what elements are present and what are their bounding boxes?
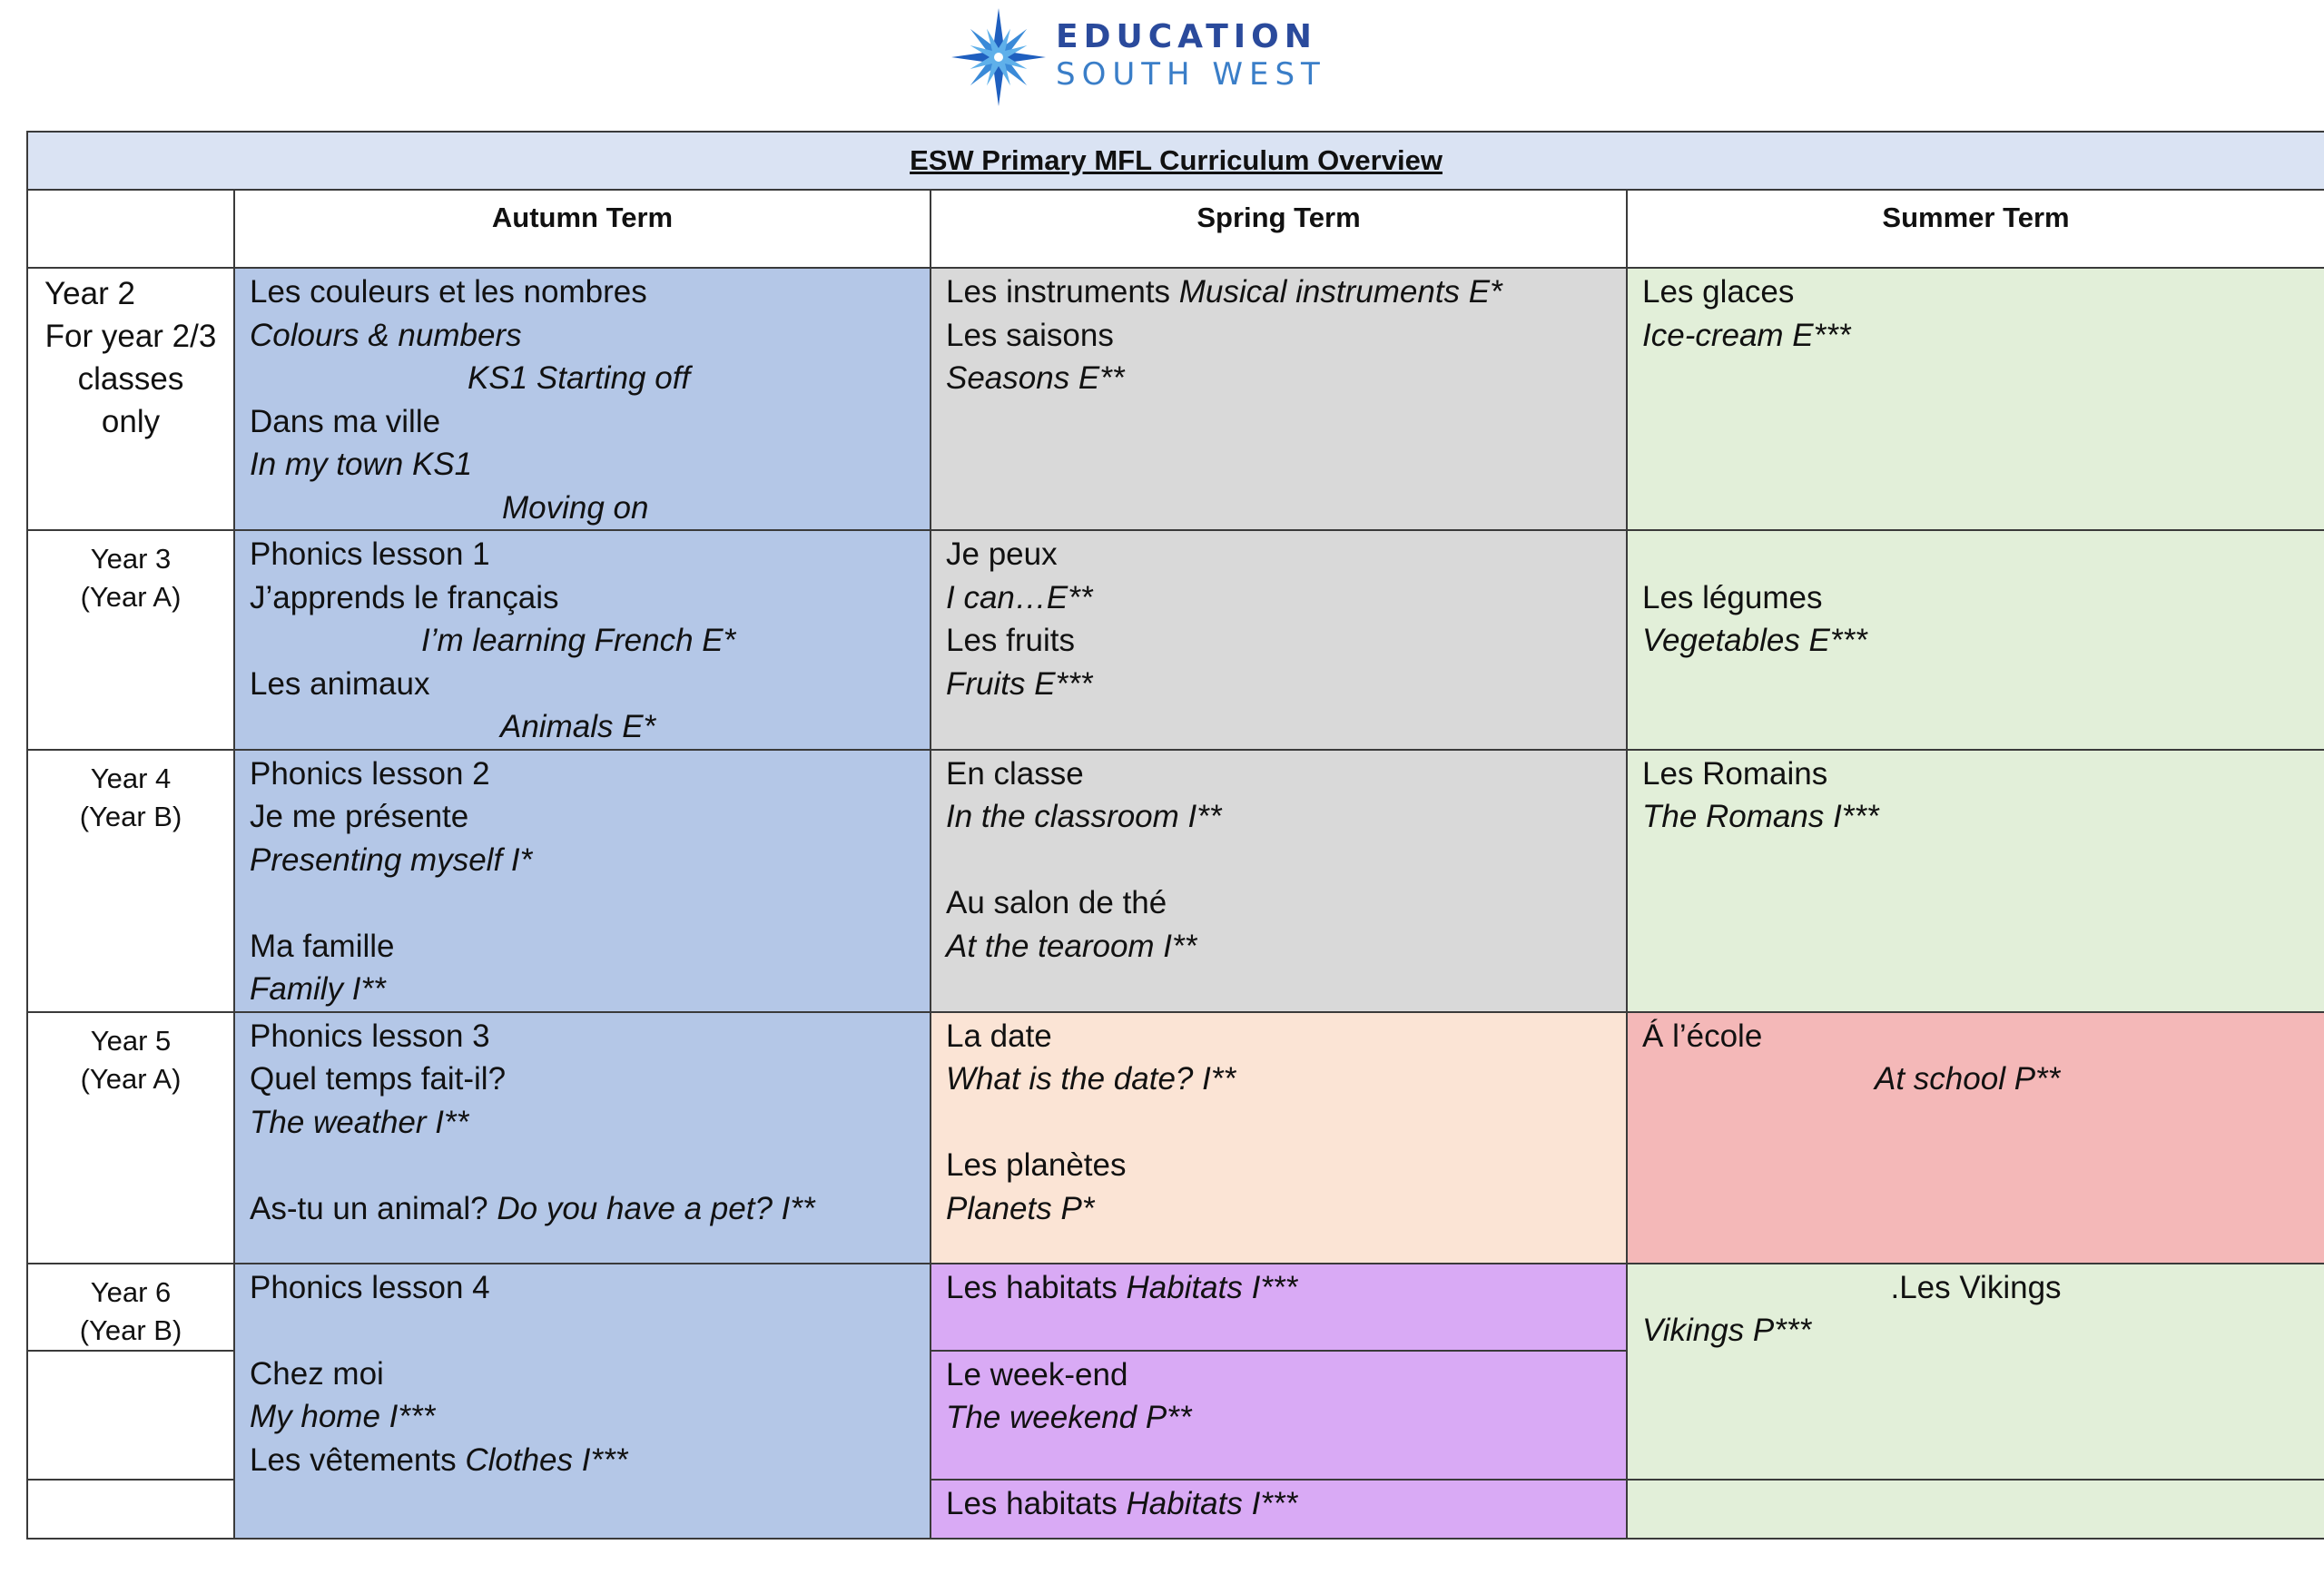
curriculum-table [26,131,2324,1540]
year-6-spring-c: Les habitats Habitats I*** [931,1480,1627,1539]
year-6-blank-c [27,1480,234,1539]
year-6-label: Year 6 (Year B) [27,1264,234,1351]
table-row-year-5 [27,1012,2324,1264]
year-6-blank-b [27,1351,234,1480]
year-5-label: Year 5 (Year A) [27,1012,234,1264]
year-3-autumn: Phonics lesson 1 J’apprends le français I’m learning French E* Les animaux Animals E* [234,530,931,750]
year-6-spring-b: Le week-end The weekend P** [931,1351,1627,1480]
header-autumn-term: Autumn Term [234,190,931,268]
year-2-summer: Les glaces Ice-cream E*** [1627,268,2324,530]
year-4-summer: Les Romains The Romans I*** [1627,750,2324,1012]
header-summer-term: Summer Term [1627,190,2324,268]
star-burst-icon [949,5,1049,107]
year-4-autumn: Phonics lesson 2 Je me présente Presenting myself I* Ma famille Family I** [234,750,931,1012]
year-5-spring: La date What is the date? I** Les planètes Planets P* [931,1012,1627,1264]
header-spring-term: Spring Term [931,190,1627,268]
year-2-spring: Les instruments Musical instruments E* Les saisons Seasons E** [931,268,1627,530]
table-row-year-4 [27,750,2324,1012]
table-row-year-2 [27,268,2324,530]
year-2-label: Year 2 For year 2/3 classes only [27,268,234,530]
year-5-autumn: Phonics lesson 3 Quel temps fait-il? The weather I** As-tu un animal? Do you have a pet? I** [234,1012,931,1264]
education-south-west-logo [949,5,1326,107]
header-blank [27,190,234,268]
year-2-autumn: Les couleurs et les nombres Colours & numbers KS1 Starting off Dans ma ville In my town KS1 Moving on [234,268,931,530]
year-4-spring: En classe In the classroom I** Au salon de thé At the tearoom I** [931,750,1627,1012]
year-3-summer: Les légumes Vegetables E*** [1627,530,2324,750]
year-6-summer: .Les Vikings Vikings P*** [1627,1264,2324,1480]
table-row-year-3 [27,530,2324,750]
year-3-label: Year 3 (Year A) [27,530,234,750]
table-title: ESW Primary MFL Curriculum Overview [27,132,2324,190]
year-5-summer: Á l’école At school P** [1627,1012,2324,1264]
year-6-spring-a: Les habitats Habitats I*** [931,1264,1627,1351]
table-row-year-6 [27,1264,2324,1351]
year-4-label: Year 4 (Year B) [27,750,234,1012]
year-3-spring: Je peux I can…E** Les fruits Fruits E*** [931,530,1627,750]
logo-text-education: EDUCATION [1056,18,1317,55]
year-6-summer-c [1627,1480,2324,1539]
logo-text-south-west: SOUTH WEST [1056,56,1326,93]
year-6-autumn: Phonics lesson 4 Chez moi My home I*** Les vêtements Clothes I*** [234,1264,931,1539]
